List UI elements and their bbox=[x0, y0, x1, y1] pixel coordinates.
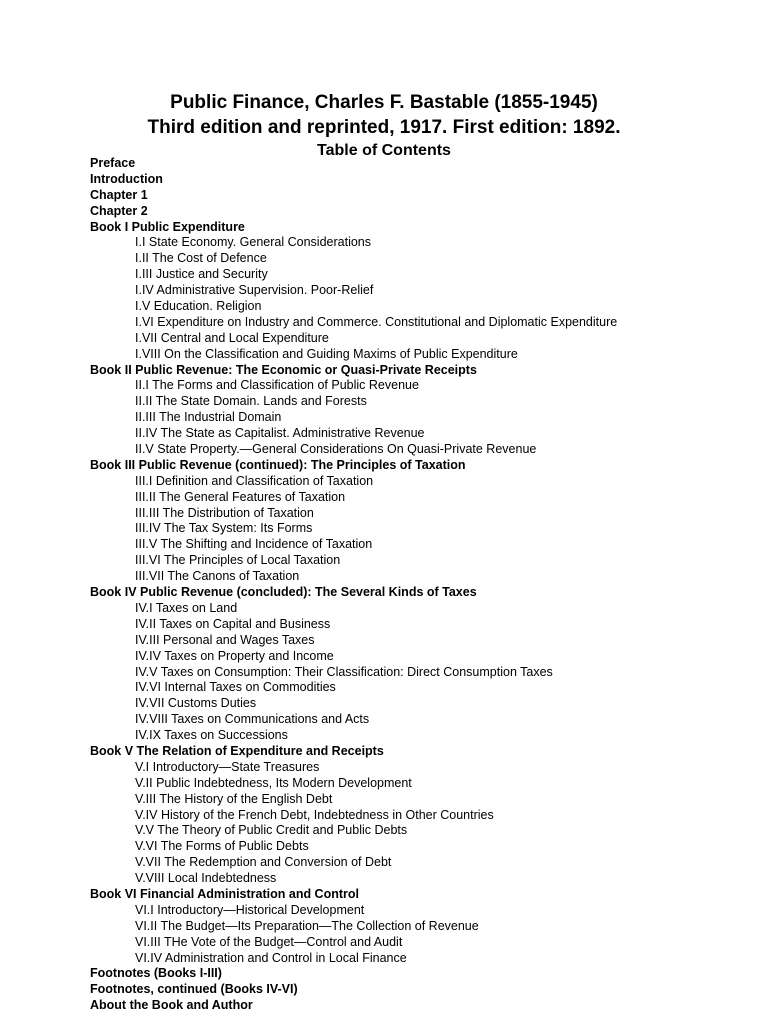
toc-subentry[interactable]: VI.III THe Vote of the Budget—Control and Audit bbox=[135, 934, 403, 949]
toc-subentry[interactable]: I.V Education. Religion bbox=[135, 299, 262, 314]
toc-entry[interactable]: Chapter 2 bbox=[90, 203, 148, 218]
toc-entry[interactable]: Book IV Public Revenue (concluded): The Several Kinds of Taxes bbox=[90, 585, 477, 600]
toc-subentry[interactable]: III.V The Shifting and Incidence of Taxation bbox=[135, 537, 373, 552]
toc-subentry[interactable]: II.II The State Domain. Lands and Forests bbox=[135, 394, 367, 409]
toc-subentry[interactable]: I.VIII On the Classification and Guiding Maxims of Public Expenditure bbox=[135, 346, 518, 361]
toc-subentry[interactable]: III.IV The Tax System: Its Forms bbox=[135, 521, 313, 536]
toc-subentry[interactable]: II.I The Forms and Classification of Public Revenue bbox=[135, 378, 419, 393]
toc-subentry[interactable]: V.VIII Local Indebtedness bbox=[135, 871, 277, 886]
toc-subentry[interactable]: V.IV History of the French Debt, Indebtedness in Other Countries bbox=[135, 807, 494, 822]
toc-subentry[interactable]: III.II The General Features of Taxation bbox=[135, 489, 346, 504]
toc-subentry[interactable]: IV.IV Taxes on Property and Income bbox=[135, 648, 334, 663]
toc-entry[interactable]: Book I Public Expenditure bbox=[90, 219, 245, 234]
toc-entry[interactable]: Book V The Relation of Expenditure and Receipts bbox=[90, 743, 384, 758]
toc-entry[interactable]: Chapter 1 bbox=[90, 187, 148, 202]
toc-entry[interactable]: Introduction bbox=[90, 171, 163, 186]
toc-entry[interactable]: Footnotes, continued (Books IV-VI) bbox=[90, 982, 298, 997]
document-title: Public Finance, Charles F. Bastable (1855-1945) bbox=[170, 92, 598, 113]
toc-entry[interactable]: Book II Public Revenue: The Economic or Quasi-Private Receipts bbox=[90, 362, 477, 377]
toc-subentry[interactable]: IV.VII Customs Duties bbox=[135, 696, 257, 711]
toc-subentry[interactable]: IV.VIII Taxes on Communications and Acts bbox=[135, 712, 370, 727]
title-block bbox=[0, 90, 768, 161]
toc-subentry[interactable]: V.VI The Forms of Public Debts bbox=[135, 839, 309, 854]
toc-subentry[interactable]: I.I State Economy. General Considerations bbox=[135, 235, 371, 250]
toc-entry[interactable]: About the Book and Author bbox=[90, 998, 253, 1013]
toc-subentry[interactable]: VI.IV Administration and Control in Local Finance bbox=[135, 950, 407, 965]
toc-subentry[interactable]: III.VII The Canons of Taxation bbox=[135, 569, 300, 584]
toc-subentry[interactable]: I.VII Central and Local Expenditure bbox=[135, 330, 329, 345]
toc-subentry[interactable]: III.III The Distribution of Taxation bbox=[135, 505, 314, 520]
table-of-contents bbox=[90, 156, 748, 1014]
toc-subentry[interactable]: I.II The Cost of Defence bbox=[135, 251, 267, 266]
toc-subentry[interactable]: II.IV The State as Capitalist. Administrative Revenue bbox=[135, 426, 425, 441]
toc-subentry[interactable]: III.I Definition and Classification of Taxation bbox=[135, 473, 374, 488]
toc-subentry[interactable]: V.II Public Indebtedness, Its Modern Development bbox=[135, 775, 412, 790]
toc-subentry[interactable]: VI.II The Budget—Its Preparation—The Collection of Revenue bbox=[135, 918, 479, 933]
toc-subentry[interactable]: IV.IX Taxes on Successions bbox=[135, 728, 288, 743]
toc-subentry[interactable]: IV.I Taxes on Land bbox=[135, 600, 238, 615]
toc-subentry[interactable]: I.IV Administrative Supervision. Poor-Relief bbox=[135, 283, 374, 298]
toc-subentry[interactable]: II.V State Property.—General Considerations On Quasi-Private Revenue bbox=[135, 442, 537, 457]
toc-entry[interactable]: Book VI Financial Administration and Control bbox=[90, 886, 359, 901]
toc-entry[interactable]: Book III Public Revenue (continued): The Principles of Taxation bbox=[90, 457, 466, 472]
toc-subentry[interactable]: V.III The History of the English Debt bbox=[135, 791, 333, 806]
toc-subentry[interactable]: VI.I Introductory—Historical Development bbox=[135, 902, 365, 917]
toc-subentry[interactable]: I.III Justice and Security bbox=[135, 267, 268, 282]
toc-subentry[interactable]: IV.V Taxes on Consumption: Their Classification: Direct Consumption Taxes bbox=[135, 664, 553, 679]
toc-entry[interactable]: Preface bbox=[90, 156, 136, 170]
toc-subentry[interactable]: IV.III Personal and Wages Taxes bbox=[135, 632, 315, 647]
toc-subentry[interactable]: V.V The Theory of Public Credit and Public Debts bbox=[135, 823, 408, 838]
toc-subentry[interactable]: I.VI Expenditure on Industry and Commerce. Constitutional and Diplomatic Expenditure bbox=[135, 314, 618, 329]
toc-subentry[interactable]: III.VI The Principles of Local Taxation bbox=[135, 553, 341, 568]
toc-subentry[interactable]: II.III The Industrial Domain bbox=[135, 410, 282, 425]
toc-entry[interactable]: Footnotes (Books I-III) bbox=[90, 966, 222, 981]
toc-subentry[interactable]: V.I Introductory—State Treasures bbox=[135, 759, 320, 774]
toc-subentry[interactable]: IV.II Taxes on Capital and Business bbox=[135, 616, 331, 631]
toc-subentry[interactable]: V.VII The Redemption and Conversion of Debt bbox=[135, 855, 392, 870]
edition-subtitle: Third edition and reprinted, 1917. First edition: 1892. bbox=[147, 117, 621, 138]
toc-subentry[interactable]: IV.VI Internal Taxes on Commodities bbox=[135, 680, 336, 695]
toc-heading: Table of Contents bbox=[317, 142, 451, 159]
